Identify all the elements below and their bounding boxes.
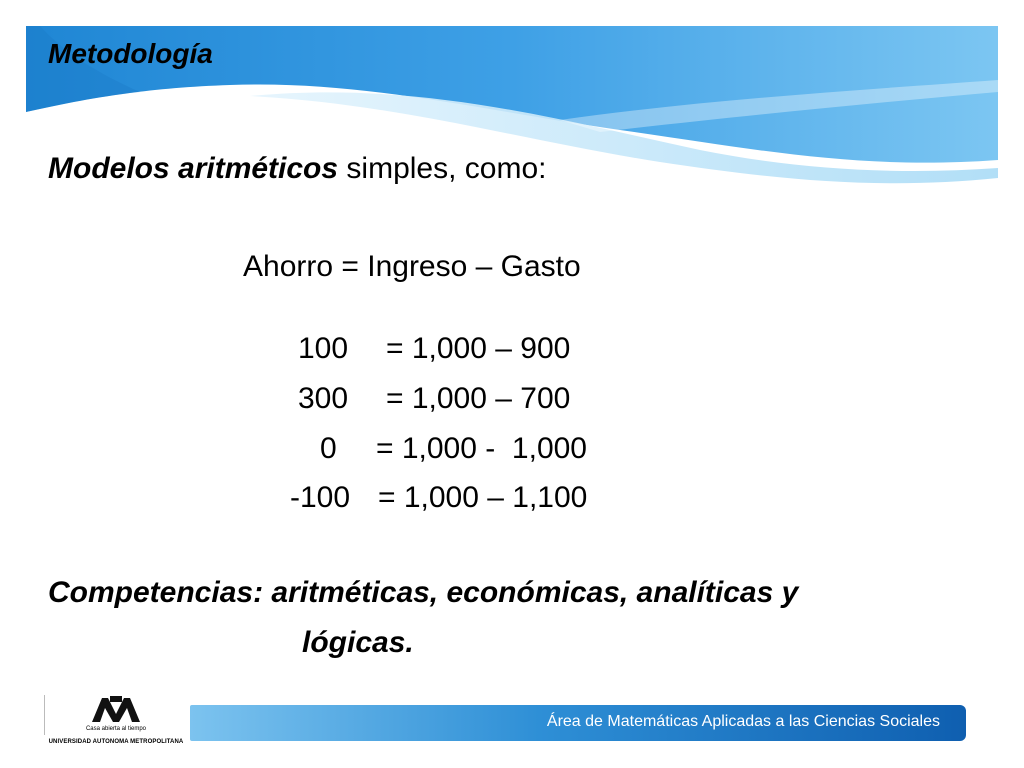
subtitle [48,152,546,186]
uam-logo-icon [90,694,142,724]
equation-row-rhs-4: = 1,000 – 1,100 [378,481,588,514]
uam-logo [42,692,190,752]
equation-row-lhs-2: 300 [298,382,349,415]
footer-bar [190,705,966,741]
footer-department-text: Área de Matemáticas Aplicadas a las Ciencias Sociales [546,713,940,730]
equation-row-rhs-2: = 1,000 – 700 [386,382,571,415]
equation-row-lhs-4: -100 [290,481,351,514]
logo-tagline: Casa abierta al tiempo [85,726,147,732]
subtitle-rest: simples, como: [338,152,547,185]
slide-title: Metodología [48,38,213,69]
competencias-line-1: Competencias: aritméticas, económicas, analíticas y [48,576,799,609]
equation-row-rhs-3: = 1,000 - 1,000 [376,432,587,465]
equation-row-lhs-3: 0 [320,432,337,465]
competencias-line-2: lógicas. [302,626,414,659]
logo-university-name: UNIVERSIDAD AUTONOMA METROPOLITANA [48,739,184,745]
subtitle-emphasis: Modelos aritméticos [48,152,339,185]
equation-row-lhs-1: 100 [298,332,349,365]
formula-ahorro: Ahorro = Ingreso – Gasto [243,250,581,283]
equation-row-rhs-1: = 1,000 – 900 [386,332,571,365]
